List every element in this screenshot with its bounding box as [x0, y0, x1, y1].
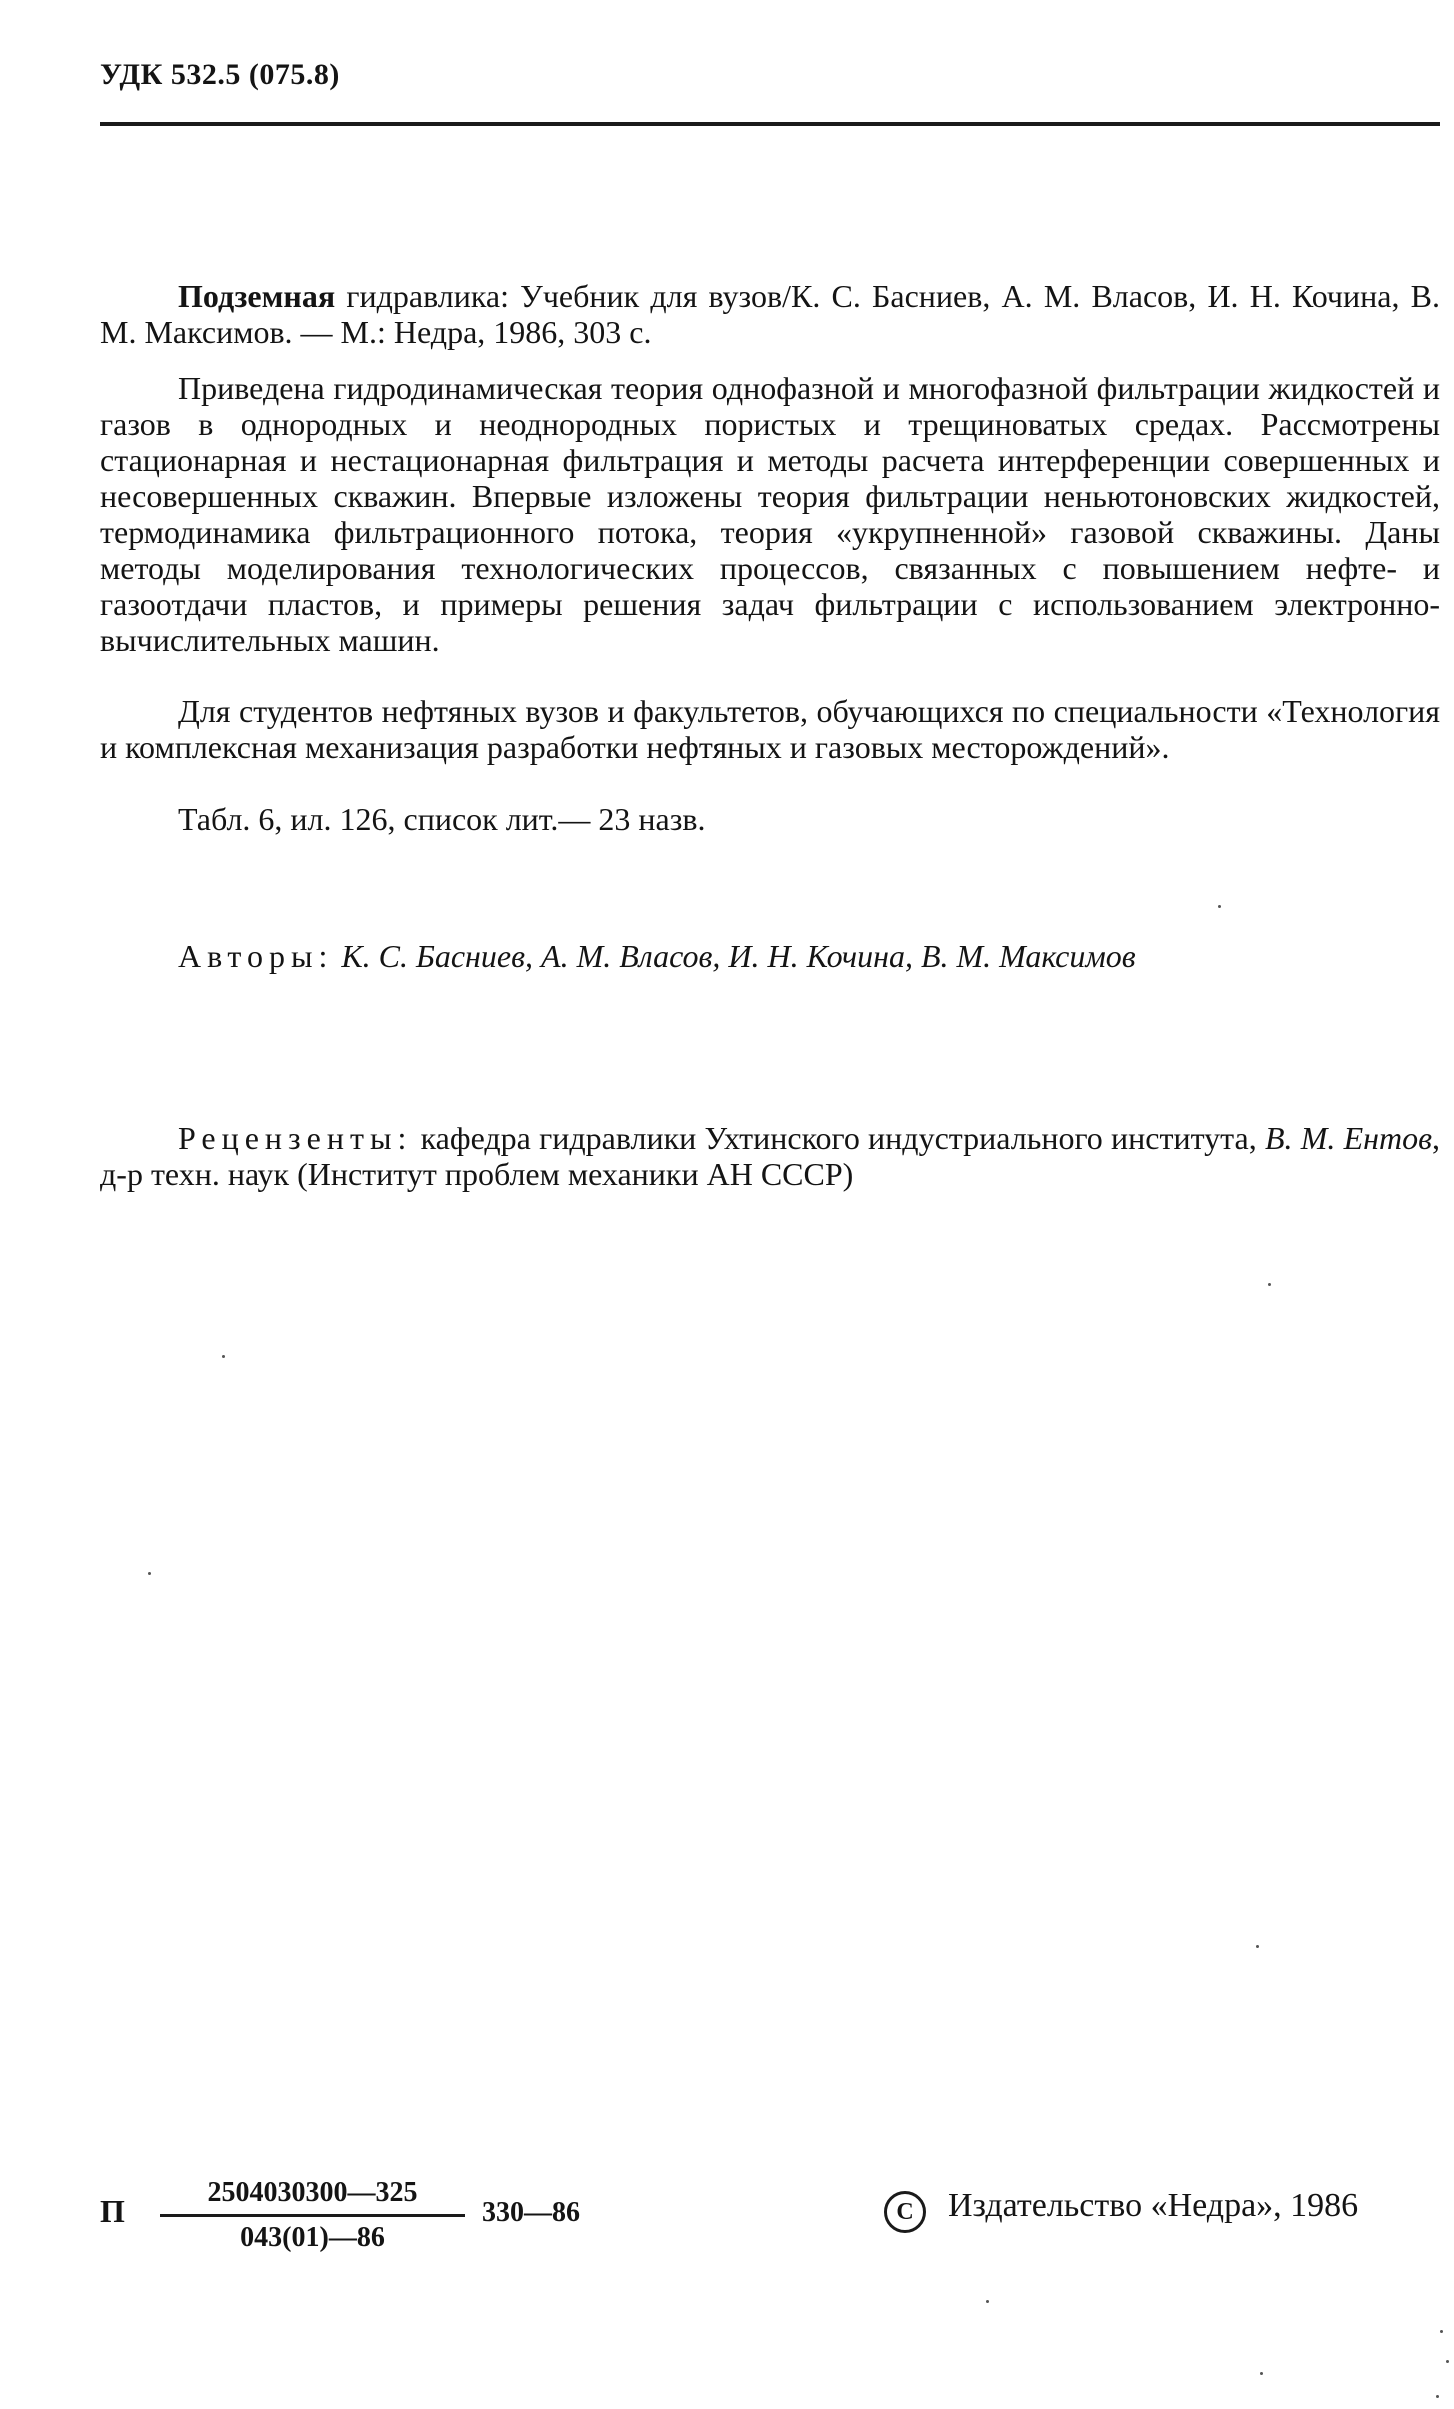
udk-code: УДК 532.5 (075.8)	[100, 58, 340, 91]
copyright-text: Издательство «Недра», 1986	[948, 2187, 1359, 2224]
reviewers-text-2: , д-р техн. наук (Институт проблем механики АН СССР)	[100, 1120, 1441, 1192]
bibliographic-description	[100, 278, 1440, 350]
scan-speck	[148, 1572, 151, 1575]
index-numerator: 2504030300—325	[160, 2177, 465, 2217]
copyright-icon: C	[884, 2191, 926, 2233]
scan-speck	[1218, 905, 1221, 908]
reviewers-label: Рецензенты:	[178, 1120, 413, 1156]
reviewer-name: В. М. Ентов	[1264, 1120, 1433, 1156]
audience-paragraph: Для студентов нефтяных вузов и факультетов, обучающихся по специальности «Технология и комплексная механизация разработки нефтяных и газовых месторождений».	[100, 693, 1440, 765]
reviewers-block	[100, 1120, 1440, 1192]
bibliographic-details: гидравлика: Учебник для вузов/К. С. Басниев, А. М. Власов, И. Н. Кочина, В. М. Максимов. — М.: Недра, 1986, 303 с.	[100, 278, 1440, 350]
scan-speck	[1268, 1283, 1271, 1286]
scan-speck	[1440, 2330, 1443, 2333]
scan-speck	[986, 2300, 989, 2303]
authors-label: Авторы:	[178, 938, 334, 974]
scan-speck	[1446, 2360, 1449, 2363]
scan-speck	[1256, 1945, 1259, 1948]
abstract-paragraph: Приведена гидродинамическая теория однофазной и многофазной фильтрации жидкостей и газов в однородных и неоднородных пористых и трещиноватых средах. Рассмотрены стационарная и нестационарная фильтрация и методы расчета интерференции совершенных и несовершенных скважин. Впервые изложены теория фильтрации неньютоновских жидкостей, термодинамика фильтрационного потока, теория «укрупненной» газовой скважины. Даны методы моделирования технологических процессов, связанных с повышением нефте- и газоотдачи пластов, и примеры решения задач фильтрации с использованием электронно-вычислительных машин.	[100, 370, 1440, 658]
scan-speck	[1436, 2395, 1439, 2398]
authors-names: К. С. Басниев, А. М. Власов, И. Н. Кочина, В. М. Максимов	[341, 938, 1136, 974]
reviewers-text-1: кафедра гидравлики Ухтинского индустриального института,	[412, 1120, 1265, 1156]
publication-code: 330—86	[482, 2197, 580, 2228]
book-title-bold: Подземная	[178, 278, 336, 314]
authors-block	[100, 938, 1440, 974]
tables-illustrations-count: Табл. 6, ил. 126, список лит.— 23 назв.	[178, 801, 706, 837]
index-denominator: 043(01)—86	[240, 2222, 385, 2253]
scan-speck	[1260, 2372, 1263, 2375]
copyright-line	[884, 2187, 1358, 2233]
index-letter: П	[100, 2193, 125, 2229]
publication-index-fraction	[160, 2177, 465, 2254]
header-divider	[100, 122, 1440, 126]
scan-speck	[222, 1355, 225, 1358]
